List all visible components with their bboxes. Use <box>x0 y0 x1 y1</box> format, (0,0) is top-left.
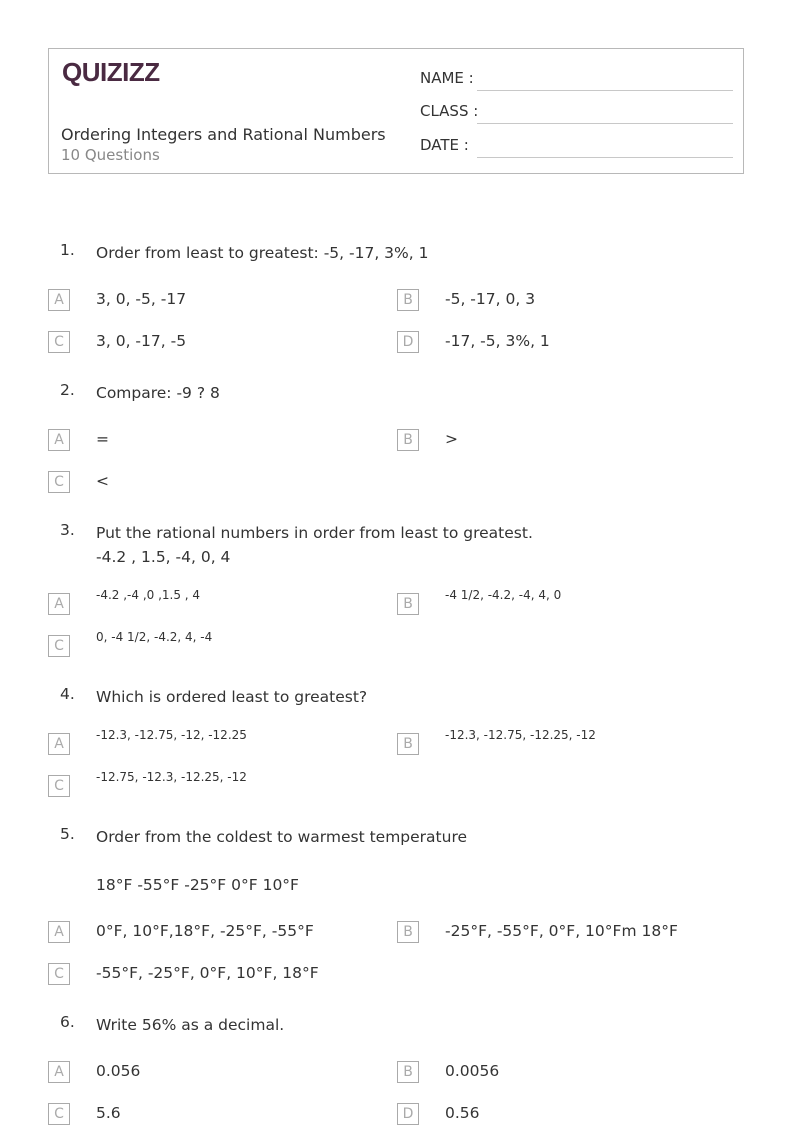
question-number: 6. <box>60 1013 75 1031</box>
option-letter-box: B <box>397 429 419 451</box>
question-count: 10 Questions <box>61 146 160 164</box>
option-letter-box: B <box>397 289 419 311</box>
question-number: 4. <box>60 685 75 703</box>
option-letter-box: D <box>397 331 419 353</box>
option-letter-box: B <box>397 921 419 943</box>
question-temperatures: 18°F -55°F -25°F 0°F 10°F <box>96 876 299 894</box>
option-text: 5.6 <box>96 1104 121 1122</box>
date-line[interactable] <box>477 157 733 158</box>
question-text: Order from the coldest to warmest temperature <box>96 828 468 846</box>
question-text: Compare: -9 ? 8 <box>96 384 220 402</box>
option-text: 3, 0, -17, -5 <box>96 332 187 350</box>
option-text: 0.0056 <box>445 1062 500 1080</box>
option-letter-box: A <box>48 733 70 755</box>
question-text: Write 56% as a decimal. <box>96 1016 285 1034</box>
option-text: -25°F, -55°F, 0°F, 10°Fm 18°F <box>445 922 678 940</box>
question-text: Put the rational numbers in order from least to greatest. <box>96 524 533 542</box>
option-text: 0.056 <box>96 1062 141 1080</box>
name-line[interactable] <box>477 90 733 91</box>
option-text: -4 1/2, -4.2, -4, 4, 0 <box>445 588 562 602</box>
question-number: 1. <box>60 241 75 259</box>
option-letter-box: C <box>48 1103 70 1125</box>
option-letter-box: D <box>397 1103 419 1125</box>
question-number: 5. <box>60 825 75 843</box>
option-letter-box: A <box>48 1061 70 1083</box>
question-number: 3. <box>60 521 75 539</box>
option-letter-box: C <box>48 331 70 353</box>
worksheet-header <box>48 48 744 174</box>
name-label: NAME : <box>420 69 474 87</box>
option-letter-box: A <box>48 429 70 451</box>
option-text: -4.2 ,-4 ,0 ,1.5 , 4 <box>96 588 201 602</box>
quizizz-logo: QUIZIZZ <box>62 57 160 87</box>
option-letter-box: B <box>397 1061 419 1083</box>
class-line[interactable] <box>477 123 733 124</box>
option-letter-box: C <box>48 471 70 493</box>
option-text: > <box>445 430 458 448</box>
option-text: 0°F, 10°F,18°F, -25°F, -55°F <box>96 922 314 940</box>
option-text: 3, 0, -5, -17 <box>96 290 187 308</box>
option-text: -12.75, -12.3, -12.25, -12 <box>96 770 247 784</box>
option-text: < <box>96 472 109 490</box>
option-letter-box: A <box>48 921 70 943</box>
option-letter-box: C <box>48 963 70 985</box>
option-text: = <box>96 430 109 448</box>
question-text: Which is ordered least to greatest? <box>96 688 368 706</box>
option-text: -5, -17, 0, 3 <box>445 290 536 308</box>
worksheet-title: Ordering Integers and Rational Numbers <box>61 125 386 144</box>
option-text: -17, -5, 3%, 1 <box>445 332 550 350</box>
class-label: CLASS : <box>420 102 479 120</box>
option-letter-box: B <box>397 733 419 755</box>
option-letter-box: C <box>48 635 70 657</box>
question-number: 2. <box>60 381 75 399</box>
option-letter-box: A <box>48 289 70 311</box>
option-letter-box: A <box>48 593 70 615</box>
option-text: 0, -4 1/2, -4.2, 4, -4 <box>96 630 213 644</box>
question-text: Order from least to greatest: -5, -17, 3%, 1 <box>96 244 429 262</box>
question-numbers: -4.2 , 1.5, -4, 0, 4 <box>96 548 231 566</box>
name-field[interactable] <box>420 69 733 91</box>
option-text: -55°F, -25°F, 0°F, 10°F, 18°F <box>96 964 319 982</box>
option-letter-box: B <box>397 593 419 615</box>
option-letter-box: C <box>48 775 70 797</box>
date-field[interactable] <box>420 136 733 158</box>
class-field[interactable] <box>420 102 733 124</box>
option-text: 0.56 <box>445 1104 480 1122</box>
option-text: -12.3, -12.75, -12.25, -12 <box>445 728 596 742</box>
date-label: DATE : <box>420 136 469 154</box>
option-text: -12.3, -12.75, -12, -12.25 <box>96 728 247 742</box>
